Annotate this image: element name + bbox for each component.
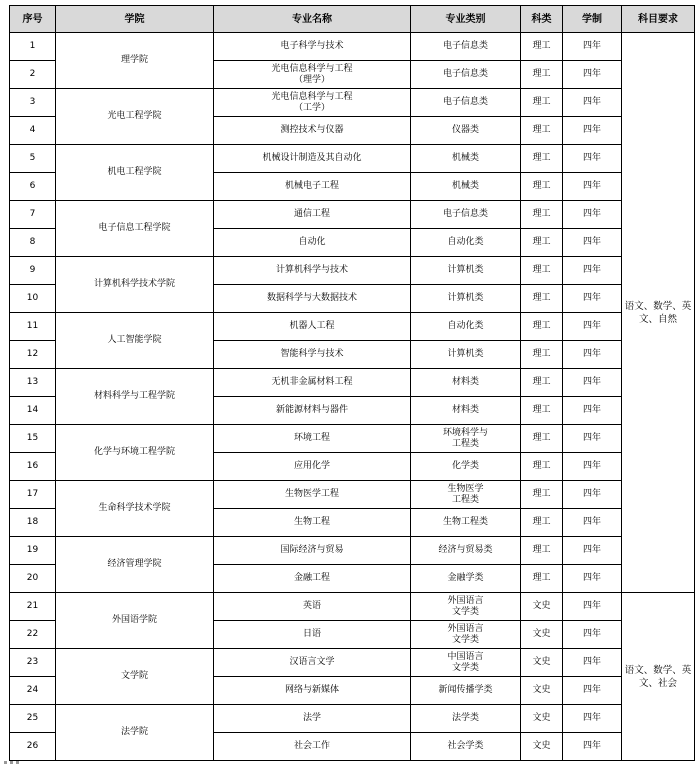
row-index: 20 [10,565,56,593]
major-cell: 自动化 [214,229,411,257]
row-index: 12 [10,341,56,369]
duration-cell: 四年 [563,705,622,733]
category-cell: 自动化类 [411,229,521,257]
track-cell: 理工 [521,61,563,89]
major-cell: 通信工程 [214,201,411,229]
duration-cell: 四年 [563,117,622,145]
duration-cell: 四年 [563,145,622,173]
duration-cell: 四年 [563,509,622,537]
major-cell: 无机非金属材料工程 [214,369,411,397]
major-cell: 机器人工程 [214,313,411,341]
track-cell: 理工 [521,201,563,229]
duration-cell: 四年 [563,257,622,285]
row-index: 17 [10,481,56,509]
table-row [10,369,695,397]
college-cell: 法学院 [56,705,214,761]
category-cell: 化学类 [411,453,521,481]
college-cell: 理学院 [56,33,214,89]
major-cell: 机械设计制造及其自动化 [214,145,411,173]
major-cell: 计算机科学与技术 [214,257,411,285]
track-cell: 理工 [521,341,563,369]
major-cell: 智能科学与技术 [214,341,411,369]
row-index: 8 [10,229,56,257]
major-cell: 生物医学工程 [214,481,411,509]
track-cell: 文史 [521,621,563,649]
category-cell: 电子信息类 [411,33,521,61]
table-row [10,201,695,229]
row-index: 10 [10,285,56,313]
track-cell: 文史 [521,705,563,733]
track-cell: 理工 [521,173,563,201]
major-cell: 数据科学与大数据技术 [214,285,411,313]
subject-requirement-cell: 语文、数学、英文、自然 [622,33,695,593]
college-cell: 文学院 [56,649,214,705]
category-cell: 生物医学 工程类 [411,481,521,509]
college-cell: 机电工程学院 [56,145,214,201]
duration-cell: 四年 [563,229,622,257]
row-index: 19 [10,537,56,565]
major-cell: 生物工程 [214,509,411,537]
duration-cell: 四年 [563,481,622,509]
track-cell: 理工 [521,229,563,257]
duration-cell: 四年 [563,537,622,565]
track-cell: 理工 [521,369,563,397]
row-index: 16 [10,453,56,481]
major-cell: 测控技术与仪器 [214,117,411,145]
duration-cell: 四年 [563,593,622,621]
duration-cell: 四年 [563,565,622,593]
major-cell: 金融工程 [214,565,411,593]
row-index: 6 [10,173,56,201]
major-cell: 新能源材料与器件 [214,397,411,425]
college-cell: 光电工程学院 [56,89,214,145]
category-cell: 金融学类 [411,565,521,593]
track-cell: 理工 [521,33,563,61]
category-cell: 仪器类 [411,117,521,145]
table-row [10,481,695,509]
row-index: 14 [10,397,56,425]
header-duration: 学制 [563,6,622,33]
row-index: 18 [10,509,56,537]
college-cell: 经济管理学院 [56,537,214,593]
college-cell: 外国语学院 [56,593,214,649]
duration-cell: 四年 [563,677,622,705]
row-index: 23 [10,649,56,677]
major-cell: 法学 [214,705,411,733]
college-cell: 化学与环境工程学院 [56,425,214,481]
category-cell: 经济与贸易类 [411,537,521,565]
duration-cell: 四年 [563,369,622,397]
category-cell: 机械类 [411,145,521,173]
major-cell: 光电信息科学与工程 （理学） [214,61,411,89]
category-cell: 法学类 [411,705,521,733]
table-row [10,425,695,453]
track-cell: 理工 [521,285,563,313]
college-cell: 材料科学与工程学院 [56,369,214,425]
category-cell: 外国语言 文学类 [411,593,521,621]
college-cell: 计算机科学技术学院 [56,257,214,313]
duration-cell: 四年 [563,453,622,481]
row-index: 3 [10,89,56,117]
footer-marks [4,761,24,765]
row-index: 7 [10,201,56,229]
duration-cell: 四年 [563,285,622,313]
track-cell: 理工 [521,481,563,509]
row-index: 15 [10,425,56,453]
majors-table [9,5,695,761]
track-cell: 文史 [521,677,563,705]
category-cell: 计算机类 [411,341,521,369]
college-cell: 生命科学技术学院 [56,481,214,537]
duration-cell: 四年 [563,89,622,117]
row-index: 24 [10,677,56,705]
track-cell: 理工 [521,425,563,453]
major-cell: 社会工作 [214,733,411,761]
track-cell: 理工 [521,89,563,117]
track-cell: 理工 [521,565,563,593]
category-cell: 新闻传播学类 [411,677,521,705]
track-cell: 理工 [521,453,563,481]
duration-cell: 四年 [563,397,622,425]
category-cell: 机械类 [411,173,521,201]
header-college: 学院 [56,6,214,33]
category-cell: 电子信息类 [411,201,521,229]
header-major: 专业名称 [214,6,411,33]
track-cell: 理工 [521,537,563,565]
category-cell: 生物工程类 [411,509,521,537]
header-row [10,6,695,33]
major-cell: 机械电子工程 [214,173,411,201]
duration-cell: 四年 [563,341,622,369]
category-cell: 自动化类 [411,313,521,341]
track-cell: 理工 [521,313,563,341]
duration-cell: 四年 [563,173,622,201]
college-cell: 电子信息工程学院 [56,201,214,257]
major-cell: 光电信息科学与工程 （工学） [214,89,411,117]
category-cell: 材料类 [411,397,521,425]
major-cell: 应用化学 [214,453,411,481]
category-cell: 中国语言 文学类 [411,649,521,677]
track-cell: 理工 [521,117,563,145]
major-cell: 网络与新媒体 [214,677,411,705]
header-subjects: 科目要求 [622,6,695,33]
row-index: 21 [10,593,56,621]
duration-cell: 四年 [563,649,622,677]
duration-cell: 四年 [563,33,622,61]
row-index: 1 [10,33,56,61]
category-cell: 电子信息类 [411,89,521,117]
table-row [10,257,695,285]
table-row [10,593,695,621]
category-cell: 计算机类 [411,285,521,313]
category-cell: 外国语言 文学类 [411,621,521,649]
duration-cell: 四年 [563,621,622,649]
track-cell: 理工 [521,145,563,173]
track-cell: 文史 [521,649,563,677]
row-index: 5 [10,145,56,173]
track-cell: 文史 [521,593,563,621]
table-row [10,33,695,61]
table-row [10,705,695,733]
table-row [10,537,695,565]
category-cell: 材料类 [411,369,521,397]
major-cell: 英语 [214,593,411,621]
header-track: 科类 [521,6,563,33]
major-cell: 国际经济与贸易 [214,537,411,565]
row-index: 2 [10,61,56,89]
duration-cell: 四年 [563,313,622,341]
major-cell: 环境工程 [214,425,411,453]
duration-cell: 四年 [563,61,622,89]
row-index: 11 [10,313,56,341]
table-row [10,145,695,173]
header-index: 序号 [10,6,56,33]
major-cell: 汉语言文学 [214,649,411,677]
track-cell: 文史 [521,733,563,761]
category-cell: 计算机类 [411,257,521,285]
row-index: 13 [10,369,56,397]
row-index: 25 [10,705,56,733]
row-index: 9 [10,257,56,285]
subject-requirement-cell: 语文、数学、英文、社会 [622,593,695,761]
college-cell: 人工智能学院 [56,313,214,369]
track-cell: 理工 [521,397,563,425]
category-cell: 社会学类 [411,733,521,761]
row-index: 22 [10,621,56,649]
row-index: 26 [10,733,56,761]
table-row [10,89,695,117]
duration-cell: 四年 [563,201,622,229]
category-cell: 电子信息类 [411,61,521,89]
row-index: 4 [10,117,56,145]
duration-cell: 四年 [563,425,622,453]
category-cell: 环境科学与 工程类 [411,425,521,453]
duration-cell: 四年 [563,733,622,761]
header-category: 专业类别 [411,6,521,33]
table-row [10,313,695,341]
major-cell: 日语 [214,621,411,649]
track-cell: 理工 [521,509,563,537]
major-cell: 电子科学与技术 [214,33,411,61]
table-row [10,649,695,677]
track-cell: 理工 [521,257,563,285]
